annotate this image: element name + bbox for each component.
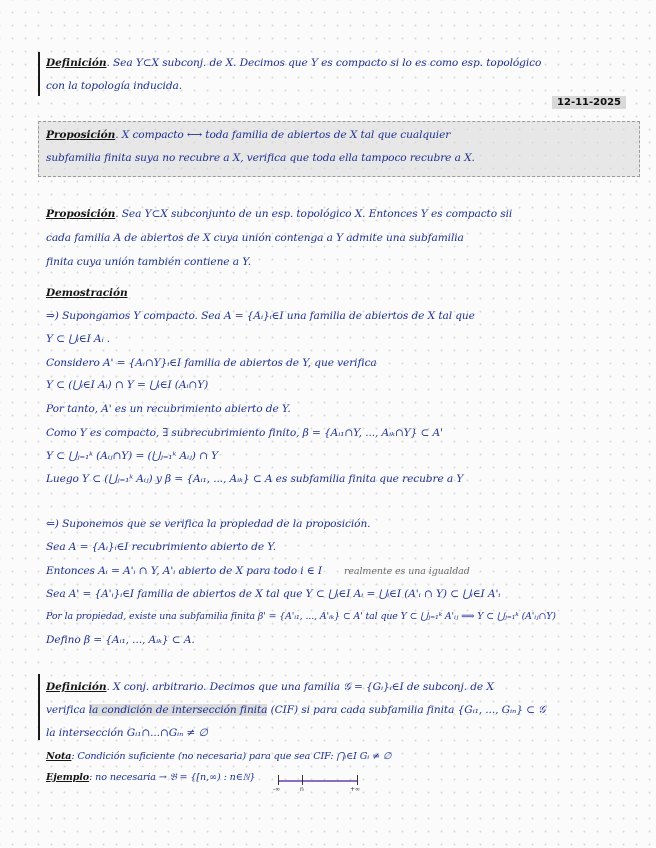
cif-highlight: la condición de intersección finita [88,704,268,716]
prop2-line1: Proposición. Sea Y⊂X subconjunto de un esp. topológico X. Entonces Y es compacto sii [46,208,513,220]
proof-forward-4: Y ⊂ (⋃ᵢ∈I Aᵢ) ∩ Y = ⋃ᵢ∈I (Aᵢ∩Y) [46,379,209,391]
def1-title: Definición [46,57,107,69]
prop2-line3: finita cuya unión también contiene a Y. [46,256,252,268]
proof-backward-4: Sea A' = {A'ᵢ}ᵢ∈I familia de abiertos de X tal que Y ⊂ ⋃ᵢ∈I Aᵢ = ⋃ᵢ∈I (A'ᵢ ∩ Y) ⊂ ⋃ᵢ∈I A'ᵢ [46,588,501,600]
def1-line1: Definición. Sea Y⊂X subconj. de X. Decimos que Y es compacto si lo es como esp. topológico [46,57,542,69]
proof-backward-1: ⇐) Suponemos que se verifica la propiedad de la proposición. [46,518,371,530]
proof-forward-7: Y ⊂ ⋃ⱼ₌₁ᵏ (Aᵢⱼ∩Y) = (⋃ⱼ₌₁ᵏ Aᵢⱼ) ∩ Y [46,450,219,462]
note-line: Nota: Condición suficiente (no necesaria) para que sea CIF: ⋂ᵢ∈I Gᵢ ≠ ∅ [46,751,392,762]
proof-backward-2: Sea A = {Aᵢ}ᵢ∈I recubrimiento abierto de Y. [46,541,277,553]
date-badge: 12-11-2025 [552,96,626,109]
proof-forward-5: Por tanto, A' es un recubrimiento abierto de Y. [46,403,291,415]
axis-label-n: n [300,786,304,793]
prop1-line2: subfamilia finita suya no recubre a X, verifica que toda ella tampoco recubre a X. [46,152,475,164]
prop2-title: Proposición [46,208,116,220]
axis-tick-left [278,775,279,785]
proof-forward-8: Luego Y ⊂ (⋃ⱼ₌₁ᵏ Aᵢⱼ) y β = {Aᵢ₁, ..., Aᵢₖ} ⊂ A es subfamilia finita que recubre a Y [46,473,464,485]
proof-forward-2: Y ⊂ ⋃ᵢ∈I Aᵢ . [46,333,111,345]
prop1-title: Proposición [46,129,116,141]
proof-forward-3: Considero A' = {Aᵢ∩Y}ᵢ∈I familia de abiertos de Y, que verifica [46,357,377,369]
proof-remark: realmente es una igualdad [343,566,470,577]
example-title: Ejemplo [46,772,90,783]
margin-bar [38,674,40,740]
proof-backward-5: Por la propiedad, existe una subfamilia finita β' = {A'ᵢ₁, ..., A'ᵢₖ} ⊂ A' tal que Y ⊂ ⋃ⱼ₌₁ᵏ A'ᵢⱼ ⟹ Y ⊂ ⋃ⱼ₌₁ᵏ (A'ᵢⱼ∩Y) [46,611,556,622]
prop2-line2: cada familia A de abiertos de X cuya unión contenga a Y admite una subfamilia [46,232,464,244]
proof-backward-3: Entonces Aᵢ = A'ᵢ ∩ Y, A'ᵢ abierto de X para todo i ∈ I realmente es una igualdad [46,565,470,577]
axis-tick-n [302,775,303,785]
example-line: Ejemplo: no necesaria → 𝔅 = {[n,∞) : n∈ℕ} [46,772,256,783]
axis-tick-right [357,775,358,785]
axis-label-left: -∞ [273,786,281,793]
def2-title: Definición [46,681,107,693]
proof-forward-1: ⇒) Supongamos Y compacto. Sea A = {Aᵢ}ᵢ∈I una familia de abiertos de X tal que [46,310,475,322]
def1-line2: con la topología inducida. [46,80,182,92]
proof-title: Demostración [46,287,128,299]
number-line [278,780,358,782]
proof-backward-6: Defino β = {Aᵢ₁, ..., Aᵢₖ} ⊂ A. [46,634,195,646]
def2-line3: la intersección Gᵢ₁∩...∩Gᵢₙ ≠ ∅ [46,727,208,739]
def2-line1: Definición. X conj. arbitrario. Decimos que una familia 𝒢 = {Gᵢ}ᵢ∈I de subconj. de X [46,681,494,693]
note-title: Nota [46,751,72,762]
margin-bar [38,52,40,96]
prop1-line1: Proposición. X compacto ⟷ toda familia de abiertos de X tal que cualquier [46,129,451,141]
proof-forward-6: Como Y es compacto, ∃ subrecubrimiento finito, β = {Aᵢ₁∩Y, ..., Aᵢₖ∩Y} ⊂ A' [46,427,443,439]
def2-line2: verifica la condición de intersección finita (CIF) si para cada subfamilia finita {Gᵢ₁, ..., Gᵢₙ} ⊂ 𝒢 [46,704,546,716]
axis-label-right: +∞ [350,786,361,793]
